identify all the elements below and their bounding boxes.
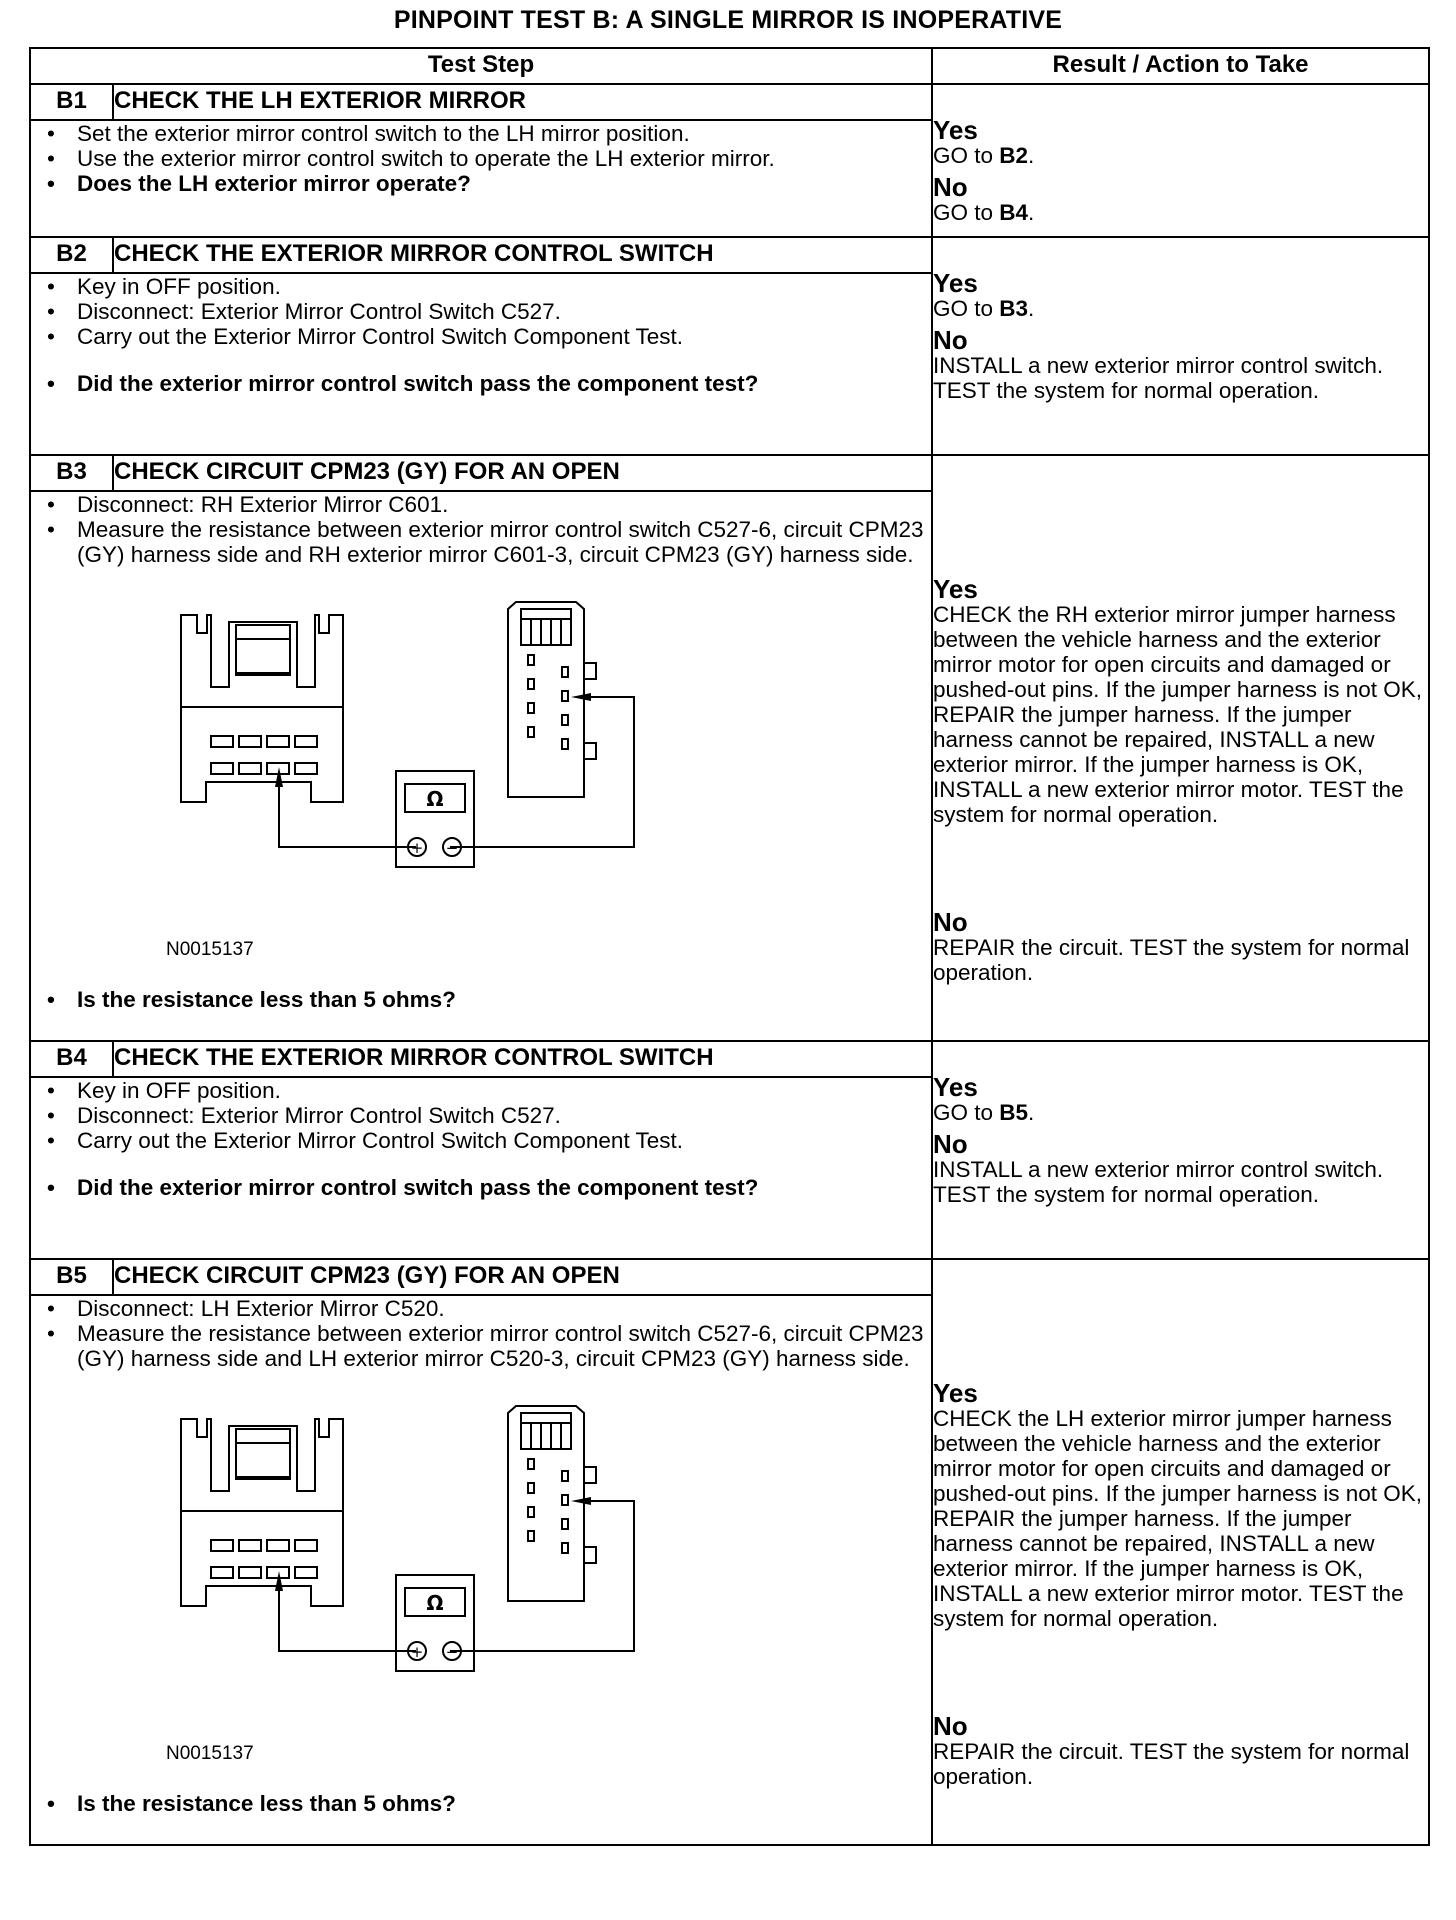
step-title: CHECK THE EXTERIOR MIRROR CONTROL SWITCH [113,237,932,273]
step-title: CHECK CIRCUIT CPM23 (GY) FOR AN OPEN [113,455,932,491]
mirror-connector [508,1406,596,1601]
step-title: CHECK THE EXTERIOR MIRROR CONTROL SWITCH [113,1041,932,1077]
test-step-header: Test Step [30,48,932,84]
list-item: • Disconnect: Exterior Mirror Control Switch C527. [47,1103,931,1128]
minus-terminal-icon: − [445,1643,459,1661]
step-b1-result [932,84,1429,237]
yes-label: Yes [933,1072,978,1102]
yes-label: Yes [933,574,978,604]
yes-action: CHECK the RH exterior mirror jumper harness between the vehicle harness and the exterior mirror motor for open circuits and damaged or pushed-out pins. If the jumper harness is not OK, REPAIR the jumper harness. If the jumper harness cannot be repaired, INSTALL a new exterior mirror. If the jumper harness is OK, INSTALL a new exterior mirror motor. TEST the system for normal operation. [933,602,1423,827]
step-title: CHECK THE LH EXTERIOR MIRROR [113,84,932,120]
step-b5-body [30,1295,932,1845]
yes-action: CHECK the LH exterior mirror jumper harness between the vehicle harness and the exterior mirror motor for open circuits and damaged or pushed-out pins. If the jumper harness is not OK, REPAIR the jumper harness. If the jumper harness cannot be repaired, INSTALL a new exterior mirror. If the jumper harness is OK, INSTALL a new exterior mirror motor. TEST the system for normal operation. [933,1406,1423,1631]
ohmmeter [396,1575,474,1671]
lead-probe-mirror [571,693,591,701]
step-b1-title-row [30,84,1429,120]
ohm-symbol: Ω [426,1591,444,1615]
list-item: • Disconnect: LH Exterior Mirror C520. [47,1296,931,1321]
step-b3-body [30,491,932,1041]
no-label: No [933,1129,968,1159]
table-header-row [30,48,1429,84]
no-label: No [933,1711,968,1741]
lead-probe-switch [275,767,283,787]
no-label: No [933,907,968,937]
step-b4-title-row [30,1041,1429,1077]
step-b2-title-row [30,237,1429,273]
plus-terminal-icon: + [410,1643,424,1661]
step-b5-result [932,1259,1429,1845]
step-id: B5 [30,1259,113,1295]
step-id: B1 [30,84,113,120]
step-b3-title-row [30,455,1429,491]
minus-terminal-icon: − [445,839,459,857]
figure-id: N0015137 [166,1743,254,1764]
no-action: GO to B4. [933,200,1035,225]
step-b1-body [30,120,932,237]
figure-id: N0015137 [166,939,254,960]
switch-connector-c527 [181,615,343,802]
ohm-symbol: Ω [426,787,444,811]
list-item: • Key in OFF position. [47,1078,931,1103]
list-item: • Disconnect: Exterior Mirror Control Switch C527. [47,299,931,324]
step-id: B4 [30,1041,113,1077]
yes-label: Yes [933,268,978,298]
no-label: No [933,172,968,202]
step-b4-result [932,1041,1429,1259]
plus-terminal-icon: + [410,839,424,857]
page-title: PINPOINT TEST B: A SINGLE MIRROR IS INOPERATIVE [393,6,1063,34]
measurement-diagram [31,1371,931,1771]
yes-label: Yes [933,115,978,145]
lead-probe-switch [275,1571,283,1591]
yes-action: GO to B5. [933,1100,1035,1125]
switch-connector-c527 [181,1419,343,1606]
list-item: • Does the LH exterior mirror operate? [47,171,931,196]
list-item: • Measure the resistance between exterior mirror control switch C527-6, circuit CPM23 (GY) harness side and LH exterior mirror C520-3, circuit CPM23 (GY) harness side. [47,1321,931,1371]
step-b2-body [30,273,932,455]
step-title: CHECK CIRCUIT CPM23 (GY) FOR AN OPEN [113,1259,932,1295]
step-id: B3 [30,455,113,491]
step-b5-title-row [30,1259,1429,1295]
pinpoint-test-table [29,47,1430,1846]
no-action: INSTALL a new exterior mirror control switch. TEST the system for normal operation. [933,353,1384,403]
no-action: REPAIR the circuit. TEST the system for normal operation. [933,1739,1410,1789]
lead-probe-mirror [571,1497,591,1505]
step-b3-result [932,455,1429,1041]
list-item: • Measure the resistance between exterior mirror control switch C527-6, circuit CPM23 (GY) harness side and RH exterior mirror C601-3, circuit CPM23 (GY) harness side. [47,517,931,567]
ohmmeter [396,771,474,867]
mirror-connector [508,602,596,797]
yes-action: GO to B2. [933,143,1035,168]
no-action: INSTALL a new exterior mirror control switch. TEST the system for normal operation. [933,1157,1384,1207]
measurement-diagram [31,567,931,967]
no-action: REPAIR the circuit. TEST the system for normal operation. [933,935,1410,985]
list-item: • Set the exterior mirror control switch to the LH mirror position. [47,121,931,146]
no-label: No [933,325,968,355]
yes-label: Yes [933,1378,978,1408]
step-id: B2 [30,237,113,273]
list-item: • Is the resistance less than 5 ohms? [47,987,931,1012]
list-item: • Is the resistance less than 5 ohms? [47,1791,931,1816]
yes-action: GO to B3. [933,296,1035,321]
list-item: • Key in OFF position. [47,274,931,299]
list-item: • Carry out the Exterior Mirror Control Switch Component Test. [47,1128,931,1153]
list-item: • Carry out the Exterior Mirror Control Switch Component Test. [47,324,931,349]
list-item: • Disconnect: RH Exterior Mirror C601. [47,492,931,517]
step-b2-result [932,237,1429,455]
list-item: • Did the exterior mirror control switch pass the component test? [47,371,931,396]
list-item: • Did the exterior mirror control switch pass the component test? [47,1175,931,1200]
list-item: • Use the exterior mirror control switch to operate the LH exterior mirror. [47,146,931,171]
result-header: Result / Action to Take [932,48,1429,84]
step-b4-body [30,1077,932,1259]
